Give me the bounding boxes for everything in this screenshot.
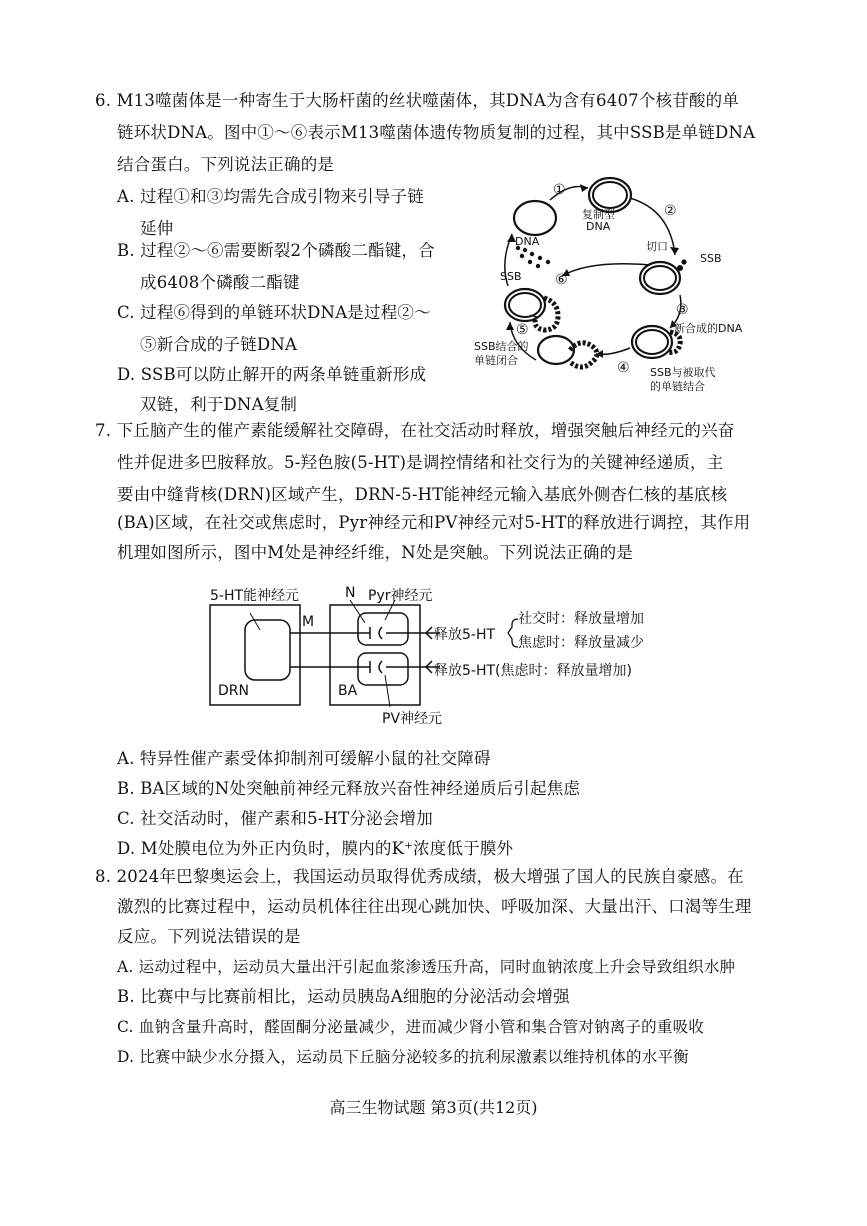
q8-option-d: D. 比赛中缺少水分摄入，运动员下丘脑分泌较多的抗利尿激素以维持机体的水平衡 [117,1048,689,1066]
q6-stem-line-2: 链环状DNA。图中①～⑥表示M13噬菌体遗传物质复制的过程，其中SSB是单链DNA [117,123,756,142]
q7-label-drn: DRN [218,683,249,699]
q7-label-n: N [345,585,356,601]
page-footer: 高三生物试题 第3页(共12页) [329,1098,538,1117]
q6-replication-diagram [470,170,790,400]
q6-label-closure-1: SSB结合的 [474,340,529,353]
q6-label-cut: 切口 [646,240,668,253]
q8-stem-line-2: 激烈的比赛过程中，运动员机体往往出现心跳加快、呼吸加深、大量出汗、口渴等生理 [117,897,752,916]
q8-option-c: C. 血钠含量升高时，醛固酮分泌量减少，进而减少肾小管和集合管对钠离子的重吸收 [117,1018,704,1036]
q7-label-pv: PV神经元 [382,711,443,727]
q8-stem-line-3: 反应。下列说法错误的是 [117,927,301,946]
q7-option-d: D. M处膜电位为外正内负时，膜内的K⁺浓度低于膜外 [117,839,514,858]
q6-label-new-strand: 新合成的DNA [674,322,743,335]
q7-label-social: 社交时：释放量增加 [518,611,644,627]
q7-stem-line-4: (BA)区域，在社交或焦虑时，Pyr神经元和PV神经元对5-HT的释放进行调控，其作用 [117,513,751,532]
q6-option-b: B. 过程②～⑥需要断裂2个磷酸二酯键，合 [117,241,435,260]
q7-stem-line-5: 机理如图所示，图中M处是神经纤维，N处是突触。下列说法正确的是 [117,543,634,562]
q6-label-dna: DNA [515,235,540,248]
q6-option-d: D. SSB可以防止解开的两条单链重新形成 [117,365,427,384]
q6-label-ssb-right: SSB [700,252,722,265]
q6-step-3: ③ [676,302,689,318]
q7-stem-line-2: 性并促进多巴胺释放。5-羟色胺(5-HT)是调控情绪和社交行为的关键神经递质，主 [117,453,724,472]
q7-label-5ht-neuron: 5-HT能神经元 [210,588,300,604]
q7-option-b: B. BA区域的N处突触前神经元释放兴奋性神经递质后引起焦虑 [117,779,581,798]
q6-label-replaced-2: 的单链结合 [650,380,705,393]
q6-step-1: ① [553,182,566,198]
q8-option-b: B. 比赛中与比赛前相比，运动员胰岛A细胞的分泌活动会增强 [117,987,570,1006]
q7-label-m: M [302,614,315,630]
q7-label-release-1: 释放5-HT [434,627,496,643]
q7-label-release-2: 释放5-HT(焦虑时：释放量增加) [434,663,632,679]
q7-option-c: C. 社交活动时，催产素和5-HT分泌会增加 [117,809,433,828]
q6-option-c-cont: ⑤新合成的子链DNA [140,335,298,354]
q6-option-a-cont: 延伸 [140,219,174,238]
q6-step-5: ⑤ [516,322,529,338]
q6-stem-line-3: 结合蛋白。下列说法正确的是 [117,155,335,174]
q6-label-ssb-left: SSB [500,270,522,283]
q6-label-rf-dna-2: DNA [586,220,611,233]
q7-stem-line-3: 要由中缝背核(DRN)区域产生，DRN-5-HT能神经元输入基底外侧杏仁核的基底核 [117,485,728,504]
q8-stem-line-1: 8. 2024年巴黎奥运会上，我国运动员取得优秀成绩，极大增强了国人的民族自豪感。在 [95,867,744,886]
q6-option-b-cont: 成6408个磷酸二酯键 [140,273,300,292]
q6-step-6: ⑥ [555,272,568,288]
q6-label-rf-dna-1: 复制型 [582,208,615,221]
q7-label-pyr: Pyr神经元 [368,588,433,604]
q8-option-a: A. 运动过程中，运动员大量出汗引起血浆渗透压升高，同时血钠浓度上升会导致组织水肿 [117,958,736,976]
q7-stem-line-1: 7. 下丘脑产生的催产素能缓解社交障碍，在社交活动时释放，增强突触后神经元的兴奋 [95,421,735,440]
q6-step-4: ④ [617,360,630,376]
q6-label-replaced-1: SSB与被取代 [650,366,716,379]
q7-label-anxiety: 焦虑时：释放量减少 [518,635,644,651]
q6-option-c: C. 过程⑥得到的单链环状DNA是过程②～ [117,303,431,322]
q6-label-closure-2: 单链闭合 [474,354,518,367]
q6-stem-line-1: 6. M13噬菌体是一种寄生于大肠杆菌的丝状噬菌体，其DNA为含有6407个核苷酸的单 [95,91,740,110]
q6-option-d-cont: 双链，利于DNA复制 [140,395,298,414]
q6-option-a: A. 过程①和③均需先合成引物来引导子链 [117,187,424,206]
q6-step-2: ② [664,203,677,219]
q7-label-ba: BA [338,683,358,699]
q7-option-a: A. 特异性催产素受体抑制剂可缓解小鼠的社交障碍 [117,749,491,768]
